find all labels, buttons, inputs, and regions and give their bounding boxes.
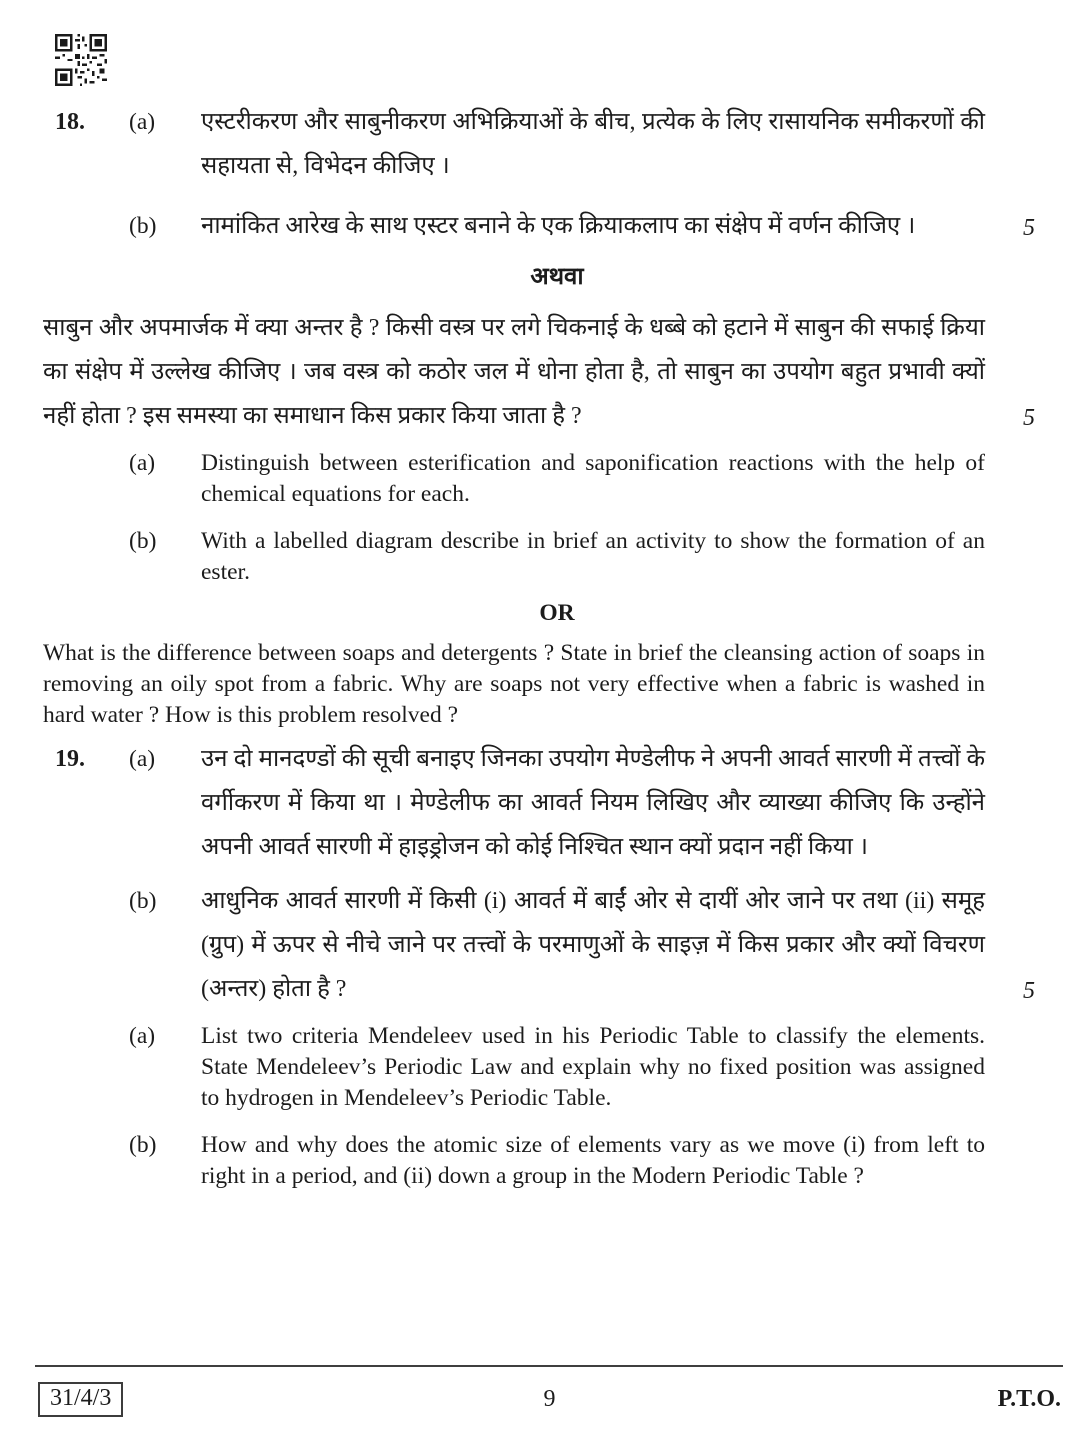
- footer-divider: [35, 1365, 1063, 1367]
- paper-code: 31/4/3: [38, 1382, 123, 1417]
- part-text-english: With a labelled diagram describe in brief an activity to show the formation of an ester.: [201, 528, 985, 585]
- question-number: 19.: [55, 746, 85, 772]
- part-label: (a): [129, 1023, 156, 1049]
- page-footer: [38, 1382, 1061, 1417]
- part-text-hindi: एस्टरीकरण और साबुनीकरण अभिक्रियाओं के बीच, प्रत्येक के लिए रासायनिक समीकरणों की सहायता से, विभेदन कीजिए ।: [201, 109, 985, 179]
- q18-or-paragraph-english: [43, 638, 1035, 731]
- qr-code-image: [55, 34, 107, 86]
- marks-cell: [985, 100, 1035, 188]
- marks-cell: [985, 737, 1035, 869]
- marks-value: 5: [1023, 405, 1035, 431]
- q19-english-part-a: [55, 1021, 1035, 1114]
- marks-cell: [985, 526, 1035, 588]
- part-label: (b): [129, 213, 157, 239]
- marks-cell: [985, 448, 1035, 510]
- or-heading-hindi: अथवा: [530, 264, 584, 290]
- q18-hindi-part-a: [55, 100, 1035, 188]
- marks-cell: [985, 1130, 1035, 1192]
- question-number: 18.: [55, 109, 85, 135]
- marks-cell: [985, 1021, 1035, 1114]
- pto-label: P.T.O.: [997, 1386, 1061, 1412]
- part-text-english: How and why does the atomic size of elements vary as we move (i) from left to right in a period, and (ii) down a group in the Modern Periodic Table ?: [201, 1132, 985, 1189]
- part-text-hindi: उन दो मानदण्डों की सूची बनाइए जिनका उपयोग मेण्डेलीफ ने अपनी आवर्त सारणी में तत्त्वों के वर्गीकरण में किया था । मेण्डेलीफ का आवर्त नियम लिखिए और व्याख्या कीजिए कि उन्होंने अपनी आवर्त सारणी में हाइड्रोजन को कोई निश्चित स्थान क्यों प्रदान नहीं किया ।: [201, 746, 985, 860]
- marks-value: 5: [1023, 978, 1035, 1004]
- marks-cell: [985, 638, 1035, 731]
- part-text-hindi: आधुनिक आवर्त सारणी में किसी (i) आवर्त में बाईं ओर से दायीं ओर जाने पर तथा (ii) समूह (ग्रुप) में ऊपर से नीचे जाने पर तत्त्वों के परमाणुओं के साइज़ में किस प्रकार और क्यों विचरण (अन्तर) होता है ?: [201, 888, 985, 1002]
- part-text-english: List two criteria Mendeleev used in his Periodic Table to classify the elements. State Mendeleev’s Periodic Law and explain why no fixed position was assigned to hydrogen in Mendeleev’s Periodic Table.: [201, 1023, 985, 1111]
- or-paragraph-text-english: What is the difference between soaps and detergents ? State in brief the cleansing action of soaps in removing an oily spot from a fabric. Why are soaps not very effective when a fabric is washed in hard water ? How is this problem resolved ?: [43, 640, 985, 728]
- q18-english-part-a: [55, 448, 1035, 510]
- q19-hindi-part-a: [55, 737, 1035, 869]
- q18-hindi-part-b: [55, 204, 1035, 248]
- part-label: (b): [129, 888, 157, 914]
- or-heading-english: OR: [539, 600, 575, 626]
- or-paragraph-text-hindi: साबुन और अपमार्जक में क्या अन्तर है ? किसी वस्त्र पर लगे चिकनाई के धब्बे को हटाने में साबुन की सफाई क्रिया का संक्षेप में उल्लेख कीजिए । जब वस्त्र को कठोर जल में धोना होता है, तो साबुन का उपयोग बहुत प्रभावी क्यों नहीं होता ? इस समस्या का समाधान किस प्रकार किया जाता है ?: [43, 315, 985, 429]
- q19-english-part-b: [55, 1130, 1035, 1192]
- part-label: (a): [129, 109, 156, 135]
- q19-hindi-part-b: [55, 879, 1035, 1011]
- part-label: (b): [129, 1132, 157, 1158]
- q18-or-paragraph-hindi: [43, 306, 1035, 438]
- page-number: 9: [543, 1386, 556, 1412]
- part-label: (a): [129, 746, 156, 772]
- marks-value: 5: [1023, 215, 1035, 241]
- part-text-english: Distinguish between esterification and saponification reactions with the help of chemical equations for each.: [201, 450, 985, 507]
- qr-code: [55, 34, 1035, 86]
- part-label: (b): [129, 528, 157, 554]
- part-text-hindi: नामांकित आरेख के साथ एस्टर बनाने के एक क्रियाकलाप का संक्षेप में वर्णन कीजिए ।: [201, 213, 916, 239]
- part-label: (a): [129, 450, 156, 476]
- q18-english-part-b: [55, 526, 1035, 588]
